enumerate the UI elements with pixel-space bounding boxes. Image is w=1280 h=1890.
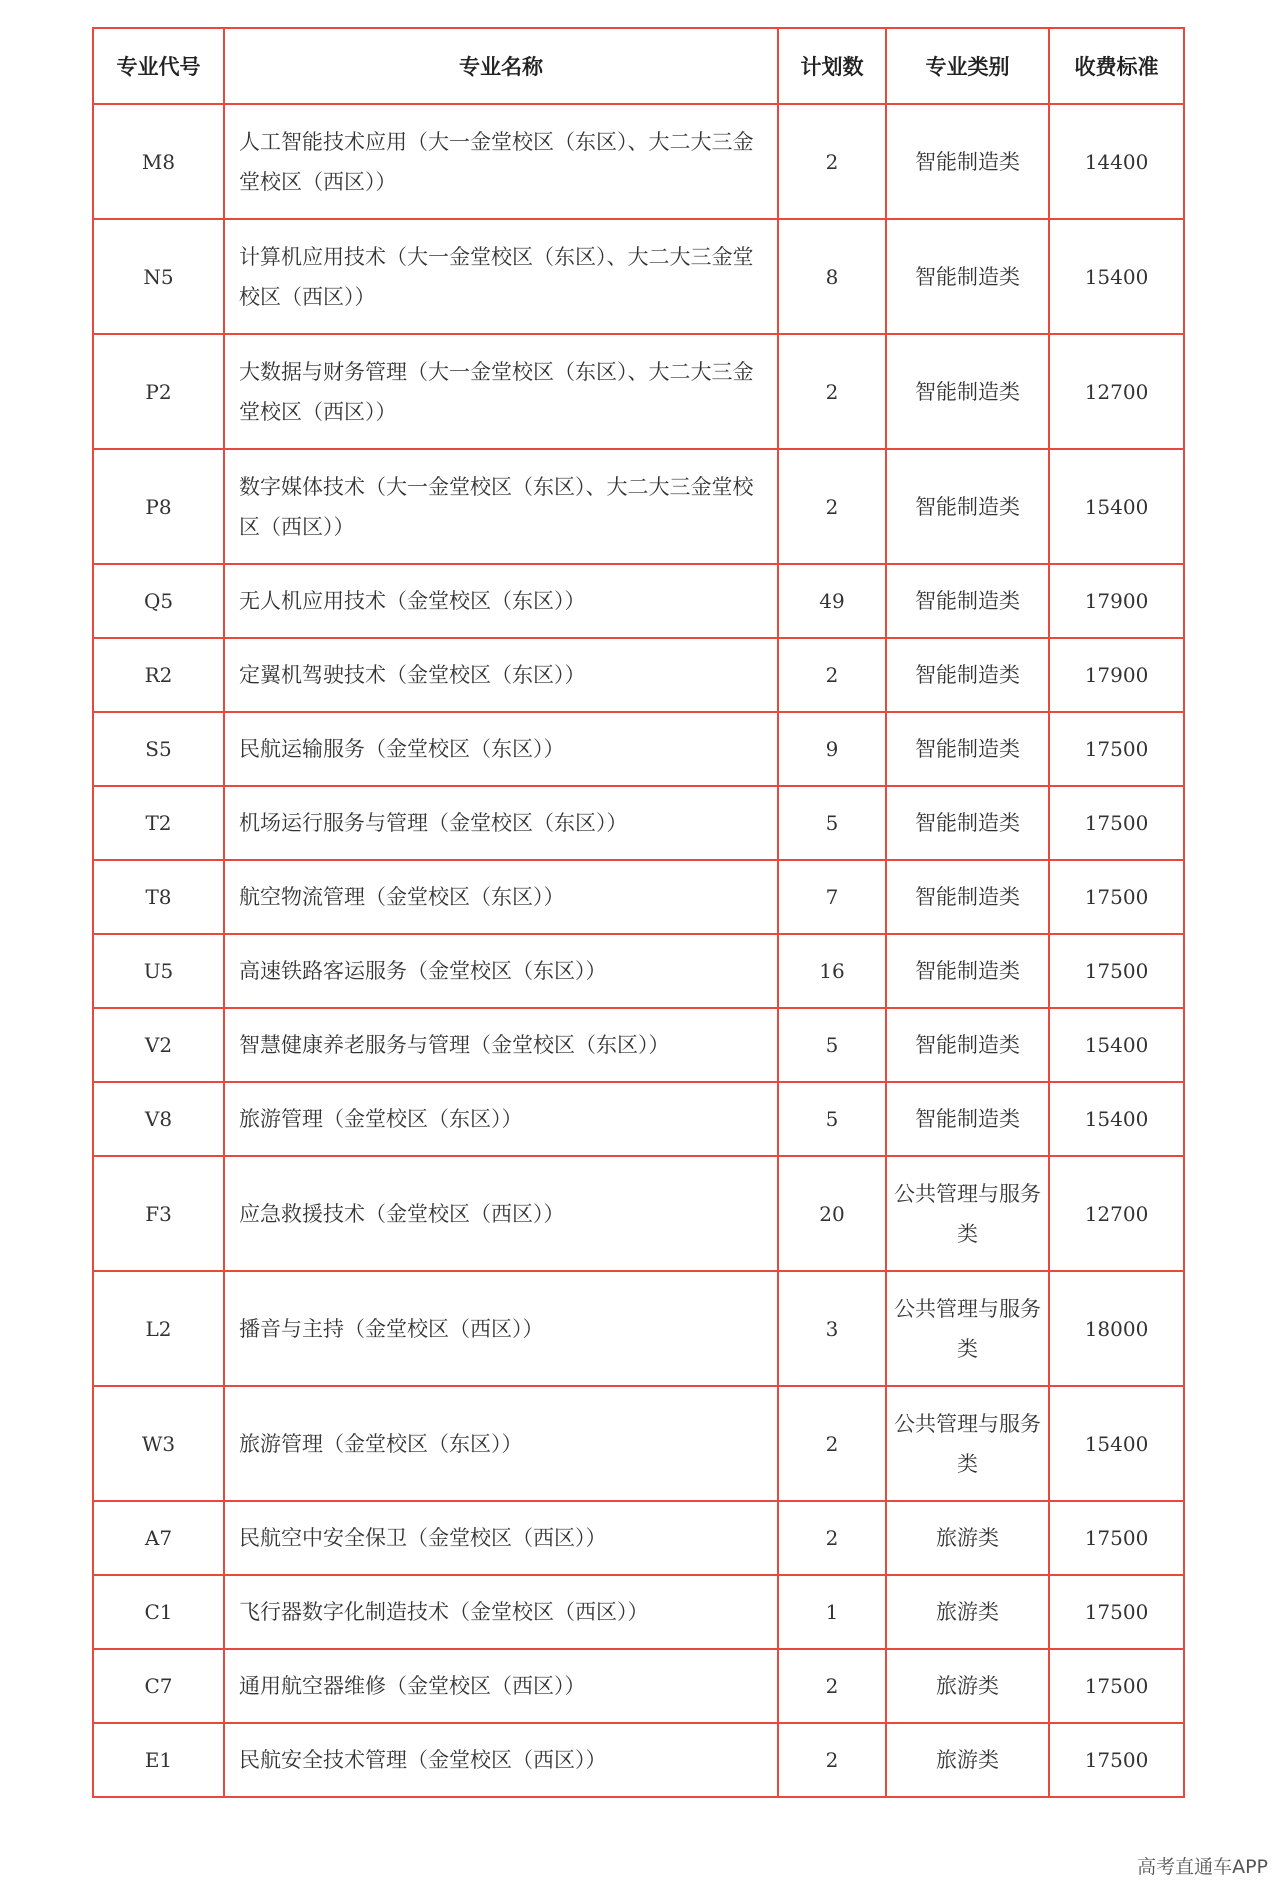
major-code: M8 bbox=[93, 104, 224, 219]
table-row bbox=[93, 1008, 1184, 1082]
major-name: 无人机应用技术（金堂校区（东区）） bbox=[224, 564, 778, 638]
plan-count: 3 bbox=[778, 1271, 886, 1386]
tuition-fee: 17900 bbox=[1049, 564, 1184, 638]
major-code: V2 bbox=[93, 1008, 224, 1082]
table-row bbox=[93, 449, 1184, 564]
major-name: 机场运行服务与管理（金堂校区（东区）） bbox=[224, 786, 778, 860]
majors-table bbox=[92, 27, 1185, 1798]
major-name: 航空物流管理（金堂校区（东区）） bbox=[224, 860, 778, 934]
plan-count: 20 bbox=[778, 1156, 886, 1271]
table-header bbox=[93, 28, 1184, 104]
major-name: 智慧健康养老服务与管理（金堂校区（东区）） bbox=[224, 1008, 778, 1082]
plan-count: 2 bbox=[778, 104, 886, 219]
major-name: 通用航空器维修（金堂校区（西区）） bbox=[224, 1649, 778, 1723]
major-category: 智能制造类 bbox=[886, 1008, 1049, 1082]
header-plan: 计划数 bbox=[778, 28, 886, 104]
major-code: L2 bbox=[93, 1271, 224, 1386]
major-name: 民航运输服务（金堂校区（东区）） bbox=[224, 712, 778, 786]
tuition-fee: 15400 bbox=[1049, 1008, 1184, 1082]
table-row bbox=[93, 219, 1184, 334]
header-fee: 收费标准 bbox=[1049, 28, 1184, 104]
tuition-fee: 18000 bbox=[1049, 1271, 1184, 1386]
header-code: 专业代号 bbox=[93, 28, 224, 104]
plan-count: 1 bbox=[778, 1575, 886, 1649]
tuition-fee: 15400 bbox=[1049, 1082, 1184, 1156]
major-category: 智能制造类 bbox=[886, 1082, 1049, 1156]
table-row bbox=[93, 1082, 1184, 1156]
plan-count: 2 bbox=[778, 1723, 886, 1797]
header-category: 专业类别 bbox=[886, 28, 1049, 104]
major-category: 公共管理与服务类 bbox=[886, 1271, 1049, 1386]
watermark: 高考直通车APP bbox=[1137, 1856, 1268, 1878]
plan-count: 2 bbox=[778, 638, 886, 712]
table-row bbox=[93, 934, 1184, 1008]
major-code: P2 bbox=[93, 334, 224, 449]
major-category: 智能制造类 bbox=[886, 934, 1049, 1008]
table-row bbox=[93, 1386, 1184, 1501]
plan-count: 5 bbox=[778, 786, 886, 860]
table-row bbox=[93, 104, 1184, 219]
major-name: 旅游管理（金堂校区（东区）） bbox=[224, 1386, 778, 1501]
major-code: T8 bbox=[93, 860, 224, 934]
major-name: 大数据与财务管理（大一金堂校区（东区）、大二大三金堂校区（西区）） bbox=[224, 334, 778, 449]
major-category: 公共管理与服务类 bbox=[886, 1386, 1049, 1501]
major-category: 旅游类 bbox=[886, 1649, 1049, 1723]
table-row bbox=[93, 638, 1184, 712]
tuition-fee: 17500 bbox=[1049, 1649, 1184, 1723]
tuition-fee: 12700 bbox=[1049, 1156, 1184, 1271]
plan-count: 5 bbox=[778, 1082, 886, 1156]
major-category: 公共管理与服务类 bbox=[886, 1156, 1049, 1271]
table-row bbox=[93, 1575, 1184, 1649]
table-body bbox=[93, 104, 1184, 1797]
major-code: R2 bbox=[93, 638, 224, 712]
major-code: U5 bbox=[93, 934, 224, 1008]
major-category: 智能制造类 bbox=[886, 712, 1049, 786]
major-category: 智能制造类 bbox=[886, 334, 1049, 449]
major-code: C1 bbox=[93, 1575, 224, 1649]
major-name: 数字媒体技术（大一金堂校区（东区）、大二大三金堂校区（西区）） bbox=[224, 449, 778, 564]
major-name: 人工智能技术应用（大一金堂校区（东区）、大二大三金堂校区（西区）） bbox=[224, 104, 778, 219]
major-category: 旅游类 bbox=[886, 1723, 1049, 1797]
plan-count: 16 bbox=[778, 934, 886, 1008]
header-name: 专业名称 bbox=[224, 28, 778, 104]
major-category: 旅游类 bbox=[886, 1575, 1049, 1649]
major-code: F3 bbox=[93, 1156, 224, 1271]
plan-count: 2 bbox=[778, 1649, 886, 1723]
major-name: 应急救援技术（金堂校区（西区）） bbox=[224, 1156, 778, 1271]
major-code: N5 bbox=[93, 219, 224, 334]
major-name: 民航空中安全保卫（金堂校区（西区）） bbox=[224, 1501, 778, 1575]
tuition-fee: 17500 bbox=[1049, 1501, 1184, 1575]
major-name: 旅游管理（金堂校区（东区）） bbox=[224, 1082, 778, 1156]
tuition-fee: 17500 bbox=[1049, 712, 1184, 786]
table-row bbox=[93, 334, 1184, 449]
major-category: 旅游类 bbox=[886, 1501, 1049, 1575]
table-row bbox=[93, 1501, 1184, 1575]
major-code: C7 bbox=[93, 1649, 224, 1723]
plan-count: 2 bbox=[778, 1386, 886, 1501]
table-row bbox=[93, 1271, 1184, 1386]
major-category: 智能制造类 bbox=[886, 638, 1049, 712]
major-name: 定翼机驾驶技术（金堂校区（东区）） bbox=[224, 638, 778, 712]
plan-count: 2 bbox=[778, 334, 886, 449]
tuition-fee: 15400 bbox=[1049, 219, 1184, 334]
tuition-fee: 12700 bbox=[1049, 334, 1184, 449]
plan-count: 49 bbox=[778, 564, 886, 638]
table-row bbox=[93, 786, 1184, 860]
table-row bbox=[93, 564, 1184, 638]
tuition-fee: 17500 bbox=[1049, 1575, 1184, 1649]
plan-count: 8 bbox=[778, 219, 886, 334]
plan-count: 2 bbox=[778, 449, 886, 564]
major-code: A7 bbox=[93, 1501, 224, 1575]
major-name: 播音与主持（金堂校区（西区）） bbox=[224, 1271, 778, 1386]
major-name: 计算机应用技术（大一金堂校区（东区）、大二大三金堂校区（西区）） bbox=[224, 219, 778, 334]
major-category: 智能制造类 bbox=[886, 860, 1049, 934]
plan-count: 5 bbox=[778, 1008, 886, 1082]
table-row bbox=[93, 1156, 1184, 1271]
major-code: V8 bbox=[93, 1082, 224, 1156]
major-code: T2 bbox=[93, 786, 224, 860]
tuition-fee: 17500 bbox=[1049, 934, 1184, 1008]
header-row bbox=[93, 28, 1184, 104]
major-code: W3 bbox=[93, 1386, 224, 1501]
tuition-fee: 17900 bbox=[1049, 638, 1184, 712]
tuition-fee: 17500 bbox=[1049, 786, 1184, 860]
plan-count: 9 bbox=[778, 712, 886, 786]
major-code: E1 bbox=[93, 1723, 224, 1797]
table-row bbox=[93, 1723, 1184, 1797]
major-name: 高速铁路客运服务（金堂校区（东区）） bbox=[224, 934, 778, 1008]
major-category: 智能制造类 bbox=[886, 564, 1049, 638]
tuition-fee: 17500 bbox=[1049, 1723, 1184, 1797]
major-code: Q5 bbox=[93, 564, 224, 638]
major-category: 智能制造类 bbox=[886, 219, 1049, 334]
major-category: 智能制造类 bbox=[886, 786, 1049, 860]
major-category: 智能制造类 bbox=[886, 449, 1049, 564]
tuition-fee: 14400 bbox=[1049, 104, 1184, 219]
table-row bbox=[93, 1649, 1184, 1723]
tuition-fee: 15400 bbox=[1049, 449, 1184, 564]
plan-count: 7 bbox=[778, 860, 886, 934]
tuition-fee: 15400 bbox=[1049, 1386, 1184, 1501]
major-code: P8 bbox=[93, 449, 224, 564]
table-row bbox=[93, 860, 1184, 934]
major-code: S5 bbox=[93, 712, 224, 786]
tuition-fee: 17500 bbox=[1049, 860, 1184, 934]
major-name: 飞行器数字化制造技术（金堂校区（西区）） bbox=[224, 1575, 778, 1649]
major-name: 民航安全技术管理（金堂校区（西区）） bbox=[224, 1723, 778, 1797]
table-row bbox=[93, 712, 1184, 786]
plan-count: 2 bbox=[778, 1501, 886, 1575]
major-category: 智能制造类 bbox=[886, 104, 1049, 219]
